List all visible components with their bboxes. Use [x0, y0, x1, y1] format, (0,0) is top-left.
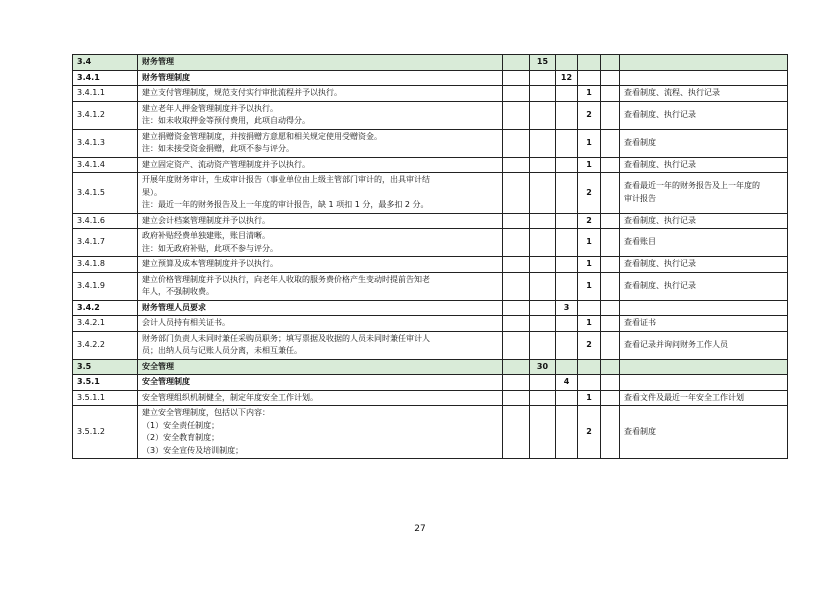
score-cell [556, 101, 578, 129]
table-row [73, 300, 788, 316]
item-code: 3.4.1.1 [73, 86, 138, 102]
description-line: 安全管理组织机制健全，制定年度安全工作计划。 [142, 392, 318, 402]
table-row [73, 70, 788, 86]
score-cell: 1 [578, 316, 601, 332]
score-cell: 1 [578, 129, 601, 157]
score-cell [601, 331, 620, 359]
evaluation-method [620, 229, 788, 257]
score-cell: 15 [530, 55, 556, 71]
item-code: 3.4.1.8 [73, 257, 138, 273]
item-code: 3.4.1.7 [73, 229, 138, 257]
item-code: 3.4.2.1 [73, 316, 138, 332]
score-cell [601, 129, 620, 157]
table-row [73, 55, 788, 71]
score-cell [530, 257, 556, 273]
score-cell [578, 300, 601, 316]
item-description [138, 213, 503, 229]
table-row [73, 406, 788, 459]
method-line: 查看制度 [624, 137, 656, 147]
item-description [138, 70, 503, 86]
item-description [138, 406, 503, 459]
evaluation-method [620, 55, 788, 71]
item-code: 3.5.1.1 [73, 390, 138, 406]
score-cell [503, 272, 530, 300]
score-cell [556, 157, 578, 173]
item-description [138, 157, 503, 173]
description-line: 财务管理制度 [142, 72, 190, 82]
score-cell [556, 359, 578, 375]
score-cell: 1 [578, 390, 601, 406]
table-row [73, 359, 788, 375]
description-line: 果）。 [142, 187, 162, 197]
score-cell: 1 [578, 272, 601, 300]
score-cell [503, 257, 530, 273]
score-cell [530, 86, 556, 102]
score-cell: 2 [578, 101, 601, 129]
score-cell [503, 390, 530, 406]
item-description [138, 300, 503, 316]
score-cell [601, 375, 620, 391]
score-cell: 1 [578, 157, 601, 173]
item-description [138, 316, 503, 332]
score-cell [503, 157, 530, 173]
description-line: 财务管理人员要求 [142, 302, 206, 312]
item-code: 3.4.1.9 [73, 272, 138, 300]
description-line: 建立捐赠资金管理制度，并按捐赠方意愿和相关规定使用受赠资金。 [142, 131, 382, 141]
evaluation-method [620, 70, 788, 86]
score-cell [601, 257, 620, 273]
score-cell [530, 390, 556, 406]
table-row [73, 101, 788, 129]
method-line: 查看制度、流程、执行记录 [624, 88, 720, 97]
page-number: 27 [414, 524, 426, 534]
score-cell [556, 173, 578, 214]
score-cell [601, 70, 620, 86]
item-code: 3.5.1.2 [73, 406, 138, 459]
table-row [73, 229, 788, 257]
method-line: 审计报告 [624, 193, 656, 203]
score-cell [503, 55, 530, 71]
score-cell [503, 129, 530, 157]
table-row [73, 86, 788, 102]
score-cell [530, 375, 556, 391]
item-code: 3.4.1.5 [73, 173, 138, 214]
item-description [138, 173, 503, 214]
score-cell [601, 101, 620, 129]
score-cell [530, 173, 556, 214]
item-description [138, 55, 503, 71]
description-line: 安全管理制度 [142, 377, 190, 386]
score-cell [556, 213, 578, 229]
score-cell [530, 129, 556, 157]
score-cell [503, 331, 530, 359]
score-cell [556, 272, 578, 300]
table-row [73, 257, 788, 273]
description-line: 会计人员持有相关证书。 [142, 318, 230, 327]
item-description [138, 86, 503, 102]
table-row [73, 129, 788, 157]
item-code: 3.4.1.3 [73, 129, 138, 157]
description-line: 开展年度财务审计，生成审计报告（事业单位由上级主管部门审计的，出具审计结 [142, 175, 430, 184]
score-cell: 2 [578, 331, 601, 359]
score-cell [601, 86, 620, 102]
description-line: 年人，不强制收费。 [142, 287, 214, 296]
score-cell [530, 213, 556, 229]
score-cell [556, 316, 578, 332]
evaluation-method [620, 272, 788, 300]
score-cell [601, 359, 620, 375]
description-line: （1）安全责任制度； [142, 420, 220, 430]
item-description [138, 129, 503, 157]
score-cell [556, 390, 578, 406]
score-cell: 2 [578, 173, 601, 214]
score-cell [503, 70, 530, 86]
score-cell [503, 101, 530, 129]
description-line: 政府补贴经费单独建账，账目清晰。 [142, 231, 270, 240]
evaluation-method [620, 86, 788, 102]
method-line: 查看文件及最近一年安全工作计划 [624, 392, 744, 402]
score-cell: 1 [578, 229, 601, 257]
score-cell [601, 406, 620, 459]
score-cell [530, 316, 556, 332]
score-cell: 3 [556, 300, 578, 316]
evaluation-method [620, 213, 788, 229]
description-line: 建立预算及成本管理制度并予以执行。 [142, 259, 278, 268]
method-line: 查看最近一年的财务报告及上一年度的 [624, 181, 760, 191]
score-cell [601, 157, 620, 173]
method-line: 查看制度、执行记录 [624, 280, 696, 290]
evaluation-method [620, 390, 788, 406]
description-line: 建立老年人押金管理制度并予以执行。 [142, 103, 278, 113]
item-description [138, 375, 503, 391]
description-line: 财务部门负责人未同时兼任采购员职务；填写票据及收据的人员未同时兼任审计人 [142, 333, 430, 343]
score-cell: 30 [530, 359, 556, 375]
score-cell [530, 157, 556, 173]
score-cell [530, 300, 556, 316]
evaluation-method [620, 257, 788, 273]
score-cell [503, 406, 530, 459]
score-cell [556, 129, 578, 157]
evaluation-method [620, 157, 788, 173]
score-cell [601, 390, 620, 406]
evaluation-method [620, 101, 788, 129]
score-cell: 12 [556, 70, 578, 86]
score-cell [601, 213, 620, 229]
score-cell [530, 70, 556, 86]
method-line: 查看账目 [624, 237, 656, 247]
item-description [138, 257, 503, 273]
score-cell [556, 86, 578, 102]
table-body [73, 55, 788, 459]
score-cell [556, 229, 578, 257]
description-line: 注：如未接受资金捐赠，此项不参与评分。 [142, 144, 294, 153]
table-row [73, 157, 788, 173]
description-line: 注：如未收取押金等预付费用，此项自动得分。 [142, 116, 310, 125]
score-cell [503, 359, 530, 375]
item-description [138, 359, 503, 375]
evaluation-method [620, 359, 788, 375]
method-line: 查看制度、执行记录 [624, 159, 696, 169]
score-cell [503, 173, 530, 214]
item-code: 3.4.1.4 [73, 157, 138, 173]
evaluation-method [620, 173, 788, 214]
item-description [138, 101, 503, 129]
score-cell: 2 [578, 406, 601, 459]
table-row [73, 316, 788, 332]
item-code: 3.5 [73, 359, 138, 375]
description-line: （3）安全宣传及培训制度； [142, 445, 244, 455]
evaluation-method [620, 316, 788, 332]
score-cell [556, 257, 578, 273]
score-cell: 1 [578, 86, 601, 102]
description-line: 建立安全管理制度，包括以下内容： [142, 408, 270, 417]
method-line: 查看制度 [624, 426, 656, 436]
score-cell [530, 229, 556, 257]
score-cell [530, 272, 556, 300]
score-cell [556, 55, 578, 71]
score-cell [556, 331, 578, 359]
score-cell [601, 173, 620, 214]
evaluation-method [620, 406, 788, 459]
score-cell [503, 229, 530, 257]
description-line: 建立会计档案管理制度并予以执行。 [142, 215, 270, 225]
score-cell [601, 272, 620, 300]
evaluation-method [620, 300, 788, 316]
method-line: 查看制度、执行记录 [624, 109, 696, 119]
score-cell [530, 331, 556, 359]
method-line: 查看制度、执行记录 [624, 259, 696, 268]
evaluation-method [620, 375, 788, 391]
score-cell [578, 55, 601, 71]
item-description [138, 229, 503, 257]
score-cell: 4 [556, 375, 578, 391]
description-line: 安全管理 [142, 361, 174, 371]
score-cell [503, 316, 530, 332]
item-code: 3.5.1 [73, 375, 138, 391]
score-cell [578, 375, 601, 391]
item-code: 3.4.1.6 [73, 213, 138, 229]
evaluation-method [620, 129, 788, 157]
score-cell [601, 316, 620, 332]
score-cell [601, 55, 620, 71]
table-row [73, 213, 788, 229]
score-cell [556, 406, 578, 459]
score-cell [503, 375, 530, 391]
item-description [138, 272, 503, 300]
item-description [138, 331, 503, 359]
table-row [73, 390, 788, 406]
item-code: 3.4.2 [73, 300, 138, 316]
score-cell [503, 300, 530, 316]
description-line: （2）安全教育制度； [142, 433, 220, 442]
score-cell: 2 [578, 213, 601, 229]
score-cell [530, 101, 556, 129]
description-line: 建立价格管理制度并予以执行，向老年人收取的服务费价格产生变动时提前告知老 [142, 274, 430, 284]
score-cell [601, 229, 620, 257]
score-cell [530, 406, 556, 459]
score-cell: 1 [578, 257, 601, 273]
score-cell [578, 70, 601, 86]
description-line: 建立固定资产、流动资产管理制度并予以执行。 [142, 159, 310, 169]
method-line: 查看证书 [624, 318, 656, 327]
description-line: 注：如无政府补贴，此项不参与评分。 [142, 243, 278, 253]
table-row [73, 272, 788, 300]
score-cell [601, 300, 620, 316]
method-line: 查看记录并询问财务工作人员 [624, 339, 728, 349]
score-cell [578, 359, 601, 375]
table-row [73, 173, 788, 214]
description-line: 建立支付管理制度，规范支付实行审批流程并予以执行。 [142, 88, 342, 97]
item-code: 3.4.1.2 [73, 101, 138, 129]
table-row [73, 375, 788, 391]
item-code: 3.4 [73, 55, 138, 71]
method-line: 查看制度、执行记录 [624, 215, 696, 225]
score-cell [503, 213, 530, 229]
item-description [138, 390, 503, 406]
table-row [73, 331, 788, 359]
item-code: 3.4.1 [73, 70, 138, 86]
description-line: 员；出纳人员与记账人员分离，未相互兼任。 [142, 346, 302, 355]
score-cell [503, 86, 530, 102]
standards-table [72, 54, 788, 459]
evaluation-method [620, 331, 788, 359]
description-line: 财务管理 [142, 57, 174, 66]
item-code: 3.4.2.2 [73, 331, 138, 359]
description-line: 注：最近一年的财务报告及上一年度的审计报告，缺 1 项扣 1 分，最多扣 2 分。 [142, 200, 429, 209]
